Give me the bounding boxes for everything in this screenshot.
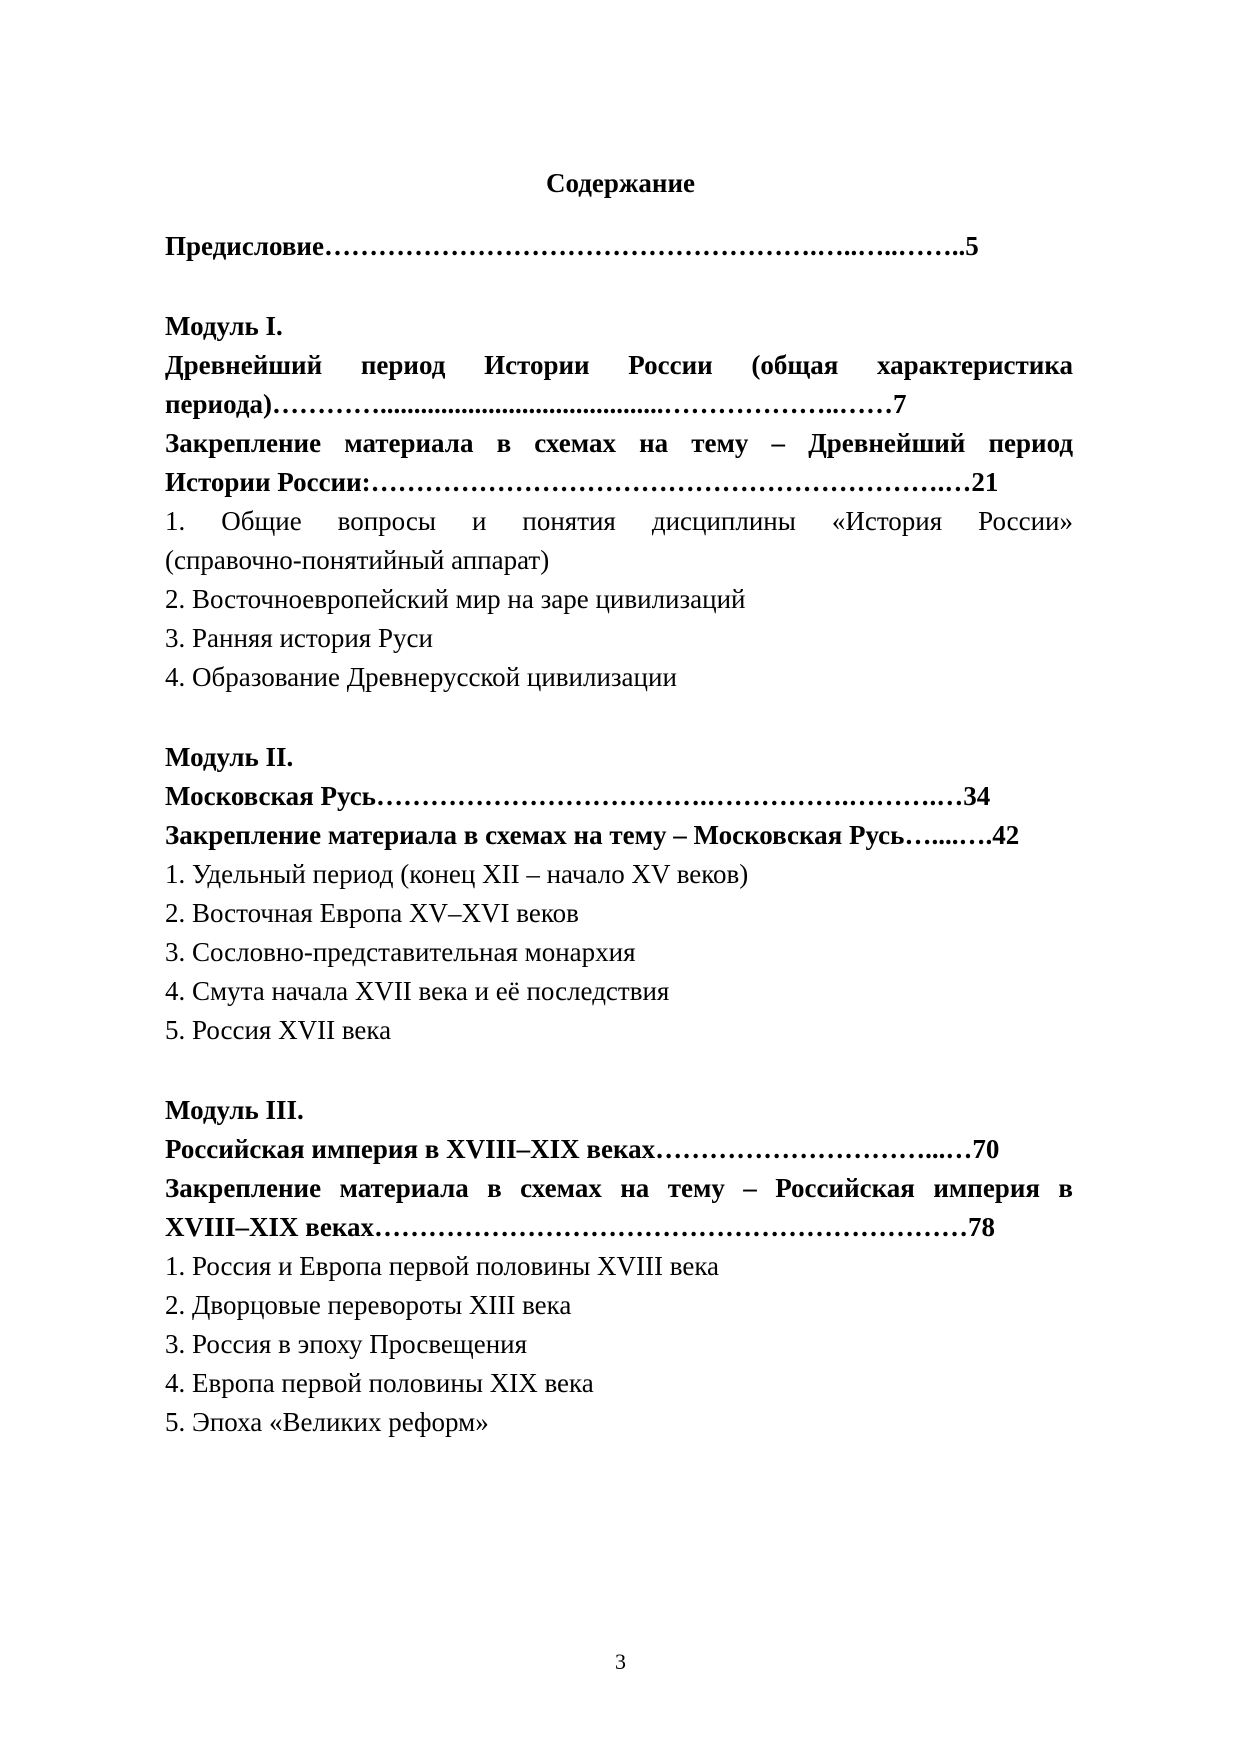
toc-entry-schemes-empire-line1: Закрепление материала в схемах на тему – Российская империя в — [165, 1173, 1073, 1203]
page-title: Содержание — [545, 168, 696, 198]
toc-entry-empire: Российская империя в XVIII–XIX веках…………………………...…70 — [165, 1134, 1000, 1164]
toc-entry-schemes-moscow: Закрепление материала в схемах на тему – Московская Русь…....….42 — [165, 820, 1020, 850]
toc-entry-schemes-empire-line2: XVIII–XIX веках…………………………………………………………78 — [165, 1212, 995, 1242]
toc-subitem: 3. Россия в эпоху Просвещения — [165, 1329, 528, 1359]
toc-entry-schemes-ancient-line1: Закрепление материала в схемах на тему – Древнейший период — [165, 428, 1073, 458]
toc-subitem: 5. Россия XVII века — [165, 1015, 392, 1045]
toc-entry-preface: Предисловие……………………………………………….…..…..……..5 — [165, 231, 979, 261]
toc-subitem: 1. Россия и Европа первой половины XVIII века — [165, 1251, 720, 1281]
page-number: 3 — [615, 1649, 626, 1674]
toc-subitem: 4. Образование Древнерусской цивилизации — [165, 662, 677, 692]
toc-entry-moscow-rus: Московская Русь……………………………….…………….……….…34 — [165, 781, 991, 811]
module-3-heading: Модуль III. — [165, 1095, 304, 1125]
toc-subitem: 5. Эпоха «Великих реформ» — [165, 1407, 489, 1437]
toc-subitem: 2. Восточноевропейский мир на заре цивилизаций — [165, 584, 746, 614]
toc-subitem: 1. Удельный период (конец XII – начало XV веков) — [165, 859, 749, 889]
toc-subitem: 4. Европа первой половины XIX века — [165, 1368, 594, 1398]
module-2-heading: Модуль II. — [165, 742, 294, 772]
toc-subitem: 4. Смута начала XVII века и её последствия — [165, 976, 670, 1006]
toc-subitem: 3. Сословно-представительная монархия — [165, 937, 636, 967]
toc-subitem: 1. Общие вопросы и понятия дисциплины «История России» — [165, 506, 1073, 536]
toc-entry-schemes-ancient-line2: Истории России:……………………………………………………….…21 — [165, 467, 999, 497]
module-1-heading: Модуль I. — [165, 311, 283, 341]
toc-entry-ancient-period-line2: периода)…………..........................................………………..……7 — [165, 389, 907, 419]
toc-subitem: 2. Восточная Европа XV–XVI веков — [165, 898, 579, 928]
toc-entry-ancient-period-line1: Древнейший период Истории России (общая характеристика — [165, 350, 1073, 380]
toc-subitem: 3. Ранняя история Руси — [165, 623, 433, 653]
toc-subitem: 2. Дворцовые перевороты XIII века — [165, 1290, 572, 1320]
toc-subitem: (справочно-понятийный аппарат) — [165, 545, 550, 575]
